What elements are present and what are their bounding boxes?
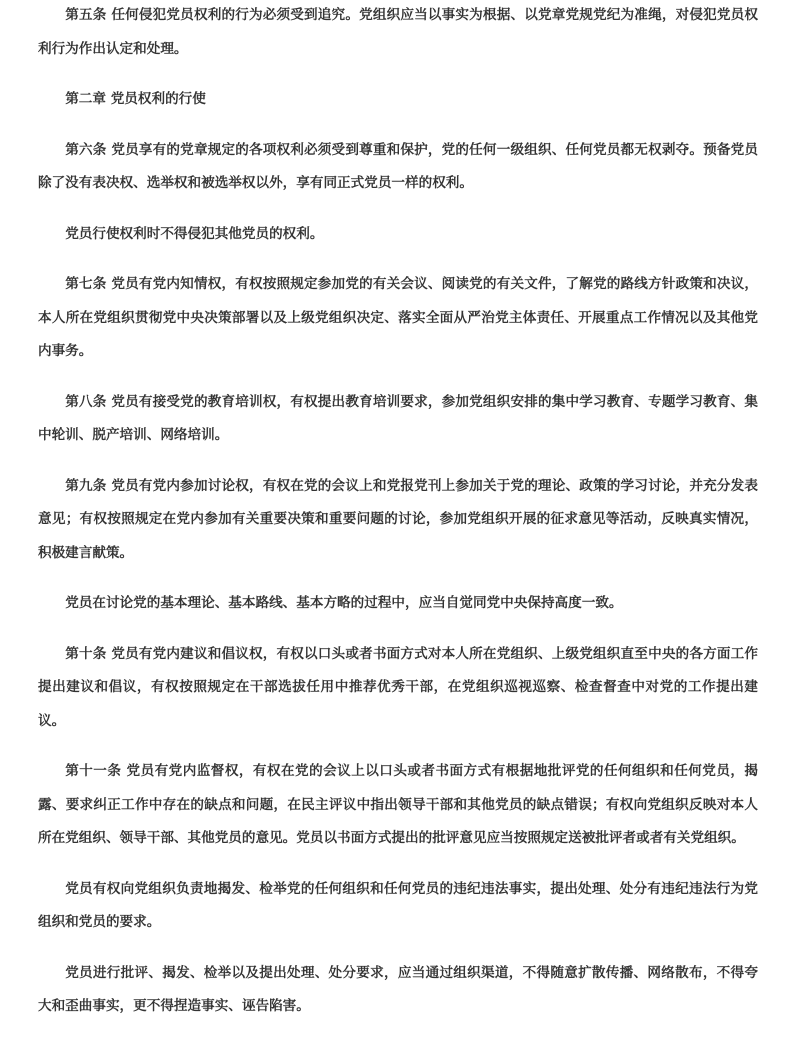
paragraph: 党员有权向党组织负责地揭发、检举党的任何组织和任何党员的违纪违法事实，提出处理、处分有违纪违法行为党组织和党员的要求。	[38, 880, 758, 930]
paragraph-article-10: 第十条 党员有党内建议和倡议权，有权以口头或者书面方式对本人所在党组织、上级党组织直至中央的各方面工作提出建议和倡议，有权按照规定在干部选拔任用中推荐优秀干部，在党组织巡视巡察、检查督查中对党的工作提出建议。	[38, 645, 758, 729]
paragraph-article-5: 第五条 任何侵犯党员权利的行为必须受到追究。党组织应当以事实为根据、以党章党规党纪为准绳，对侵犯党员权利行为作出认定和处理。	[38, 7, 758, 57]
paragraph-article-11: 第十一条 党员有党内监督权，有权在党的会议上以口头或者书面方式有根据地批评党的任何组织和任何党员，揭露、要求纠正工作中存在的缺点和问题，在民主评议中指出领导干部和其他党员的缺点错误；有权向党组织反映对本人所在党组织、领导干部、其他党员的意见。党员以书面方式提出的批评意见应当按照规定送被批评者或者有关党组织。	[38, 763, 758, 846]
paragraph-article-7: 第七条 党员有党内知情权，有权按照规定参加党的有关会议、阅读党的有关文件，了解党的路线方针政策和决议，本人所在党组织贯彻党中央决策部署以及上级党组织决定、落实全面从严治党主体责任、开展重点工作情况以及其他党内事务。	[38, 276, 758, 359]
paragraph-article-9: 第九条 党员有党内参加讨论权，有权在党的会议上和党报党刊上参加关于党的理论、政策的学习讨论，并充分发表意见；有权按照规定在党内参加有关重要决策和重要问题的讨论，参加党组织开展的征求意见等活动，反映真实情况，积极建言献策。	[38, 477, 758, 561]
paragraph: 党员行使权利时不得侵犯其他党员的权利。	[65, 225, 324, 242]
paragraph: 党员在讨论党的基本理论、基本路线、基本方略的过程中，应当自觉同党中央保持高度一致。	[65, 595, 623, 611]
document-body	[38, 0, 758, 1024]
chapter-heading: 第二章 党员权利的行使	[65, 91, 206, 107]
paragraph-article-8: 第八条 党员有接受党的教育培训权，有权提出教育培训要求，参加党组织安排的集中学习教育、专题学习教育、集中轮训、脱产培训、网络培训。	[38, 393, 758, 443]
paragraph: 党员进行批评、揭发、检举以及提出处理、处分要求，应当通过组织渠道，不得随意扩散传播、网络散布，不得夸大和歪曲事实，更不得捏造事实、诬告陷害。	[38, 964, 758, 1014]
paragraph-article-6: 第六条 党员享有的党章规定的各项权利必须受到尊重和保护，党的任何一级组织、任何党员都无权剥夺。预备党员除了没有表决权、选举权和被选举权以外，享有同正式党员一样的权利。	[38, 141, 758, 191]
